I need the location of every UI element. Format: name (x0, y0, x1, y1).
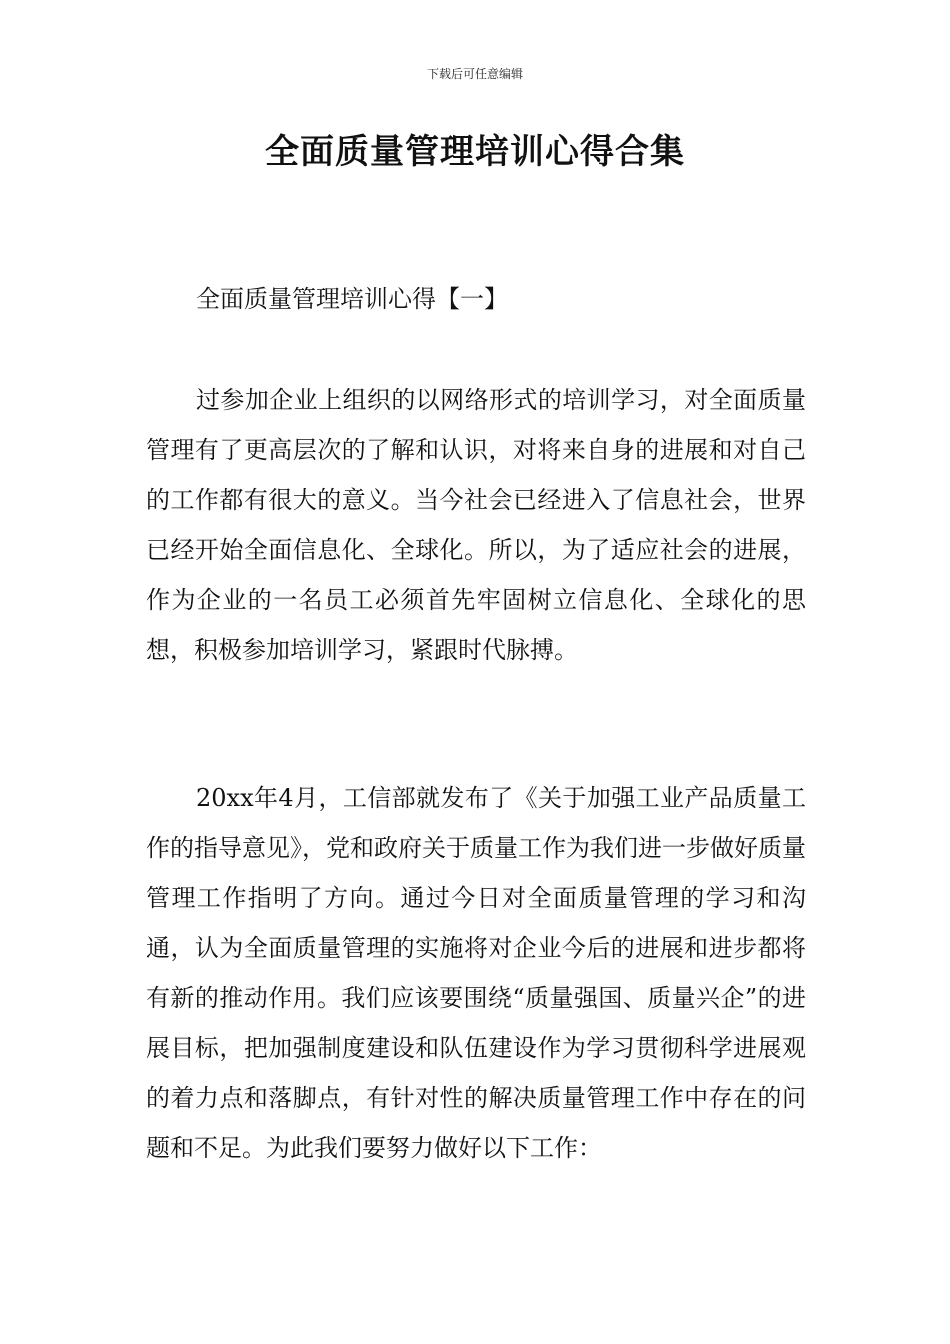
paragraph-1: 过参加企业上组织的以网络形式的培训学习，对全面质量管理有了更高层次的了解和认识，对将来自身的进展和对自己的工作都有很大的意义。当今社会已经进入了信息社会，世界已经开始全面信息化、全球化。所以，为了适应社会的进展，作为企业的一名员工必须首先牢固树立信息化、全球化的思想，积极参加培训学习，紧跟时代脉搏。 (146, 386, 806, 664)
header-note: 下载后可任意编辑 (426, 67, 523, 81)
section-heading: 全面质量管理培训心得【一】 (196, 285, 508, 313)
document-title: 全面质量管理培训心得合集 (265, 132, 685, 172)
paragraph-2: 20xx年4月，工信部就发布了《关于加强工业产品质量工作的指导意见》，党和政府关于质量工作为我们进一步做好质量管理工作指明了方向。通过今日对全面质量管理的学习和沟通，认为全面质量管理的实施将对企业今后的进展和进步都将有新的推动作用。我们应该要围绕“质量强国、质量兴企”的进展目标，把加强制度建设和队伍建设作为学习贯彻科学进展观的着力点和落脚点，有针对性的解决质量管理工作中存在的问题和不足。为此我们要努力做好以下工作： (146, 784, 806, 1162)
